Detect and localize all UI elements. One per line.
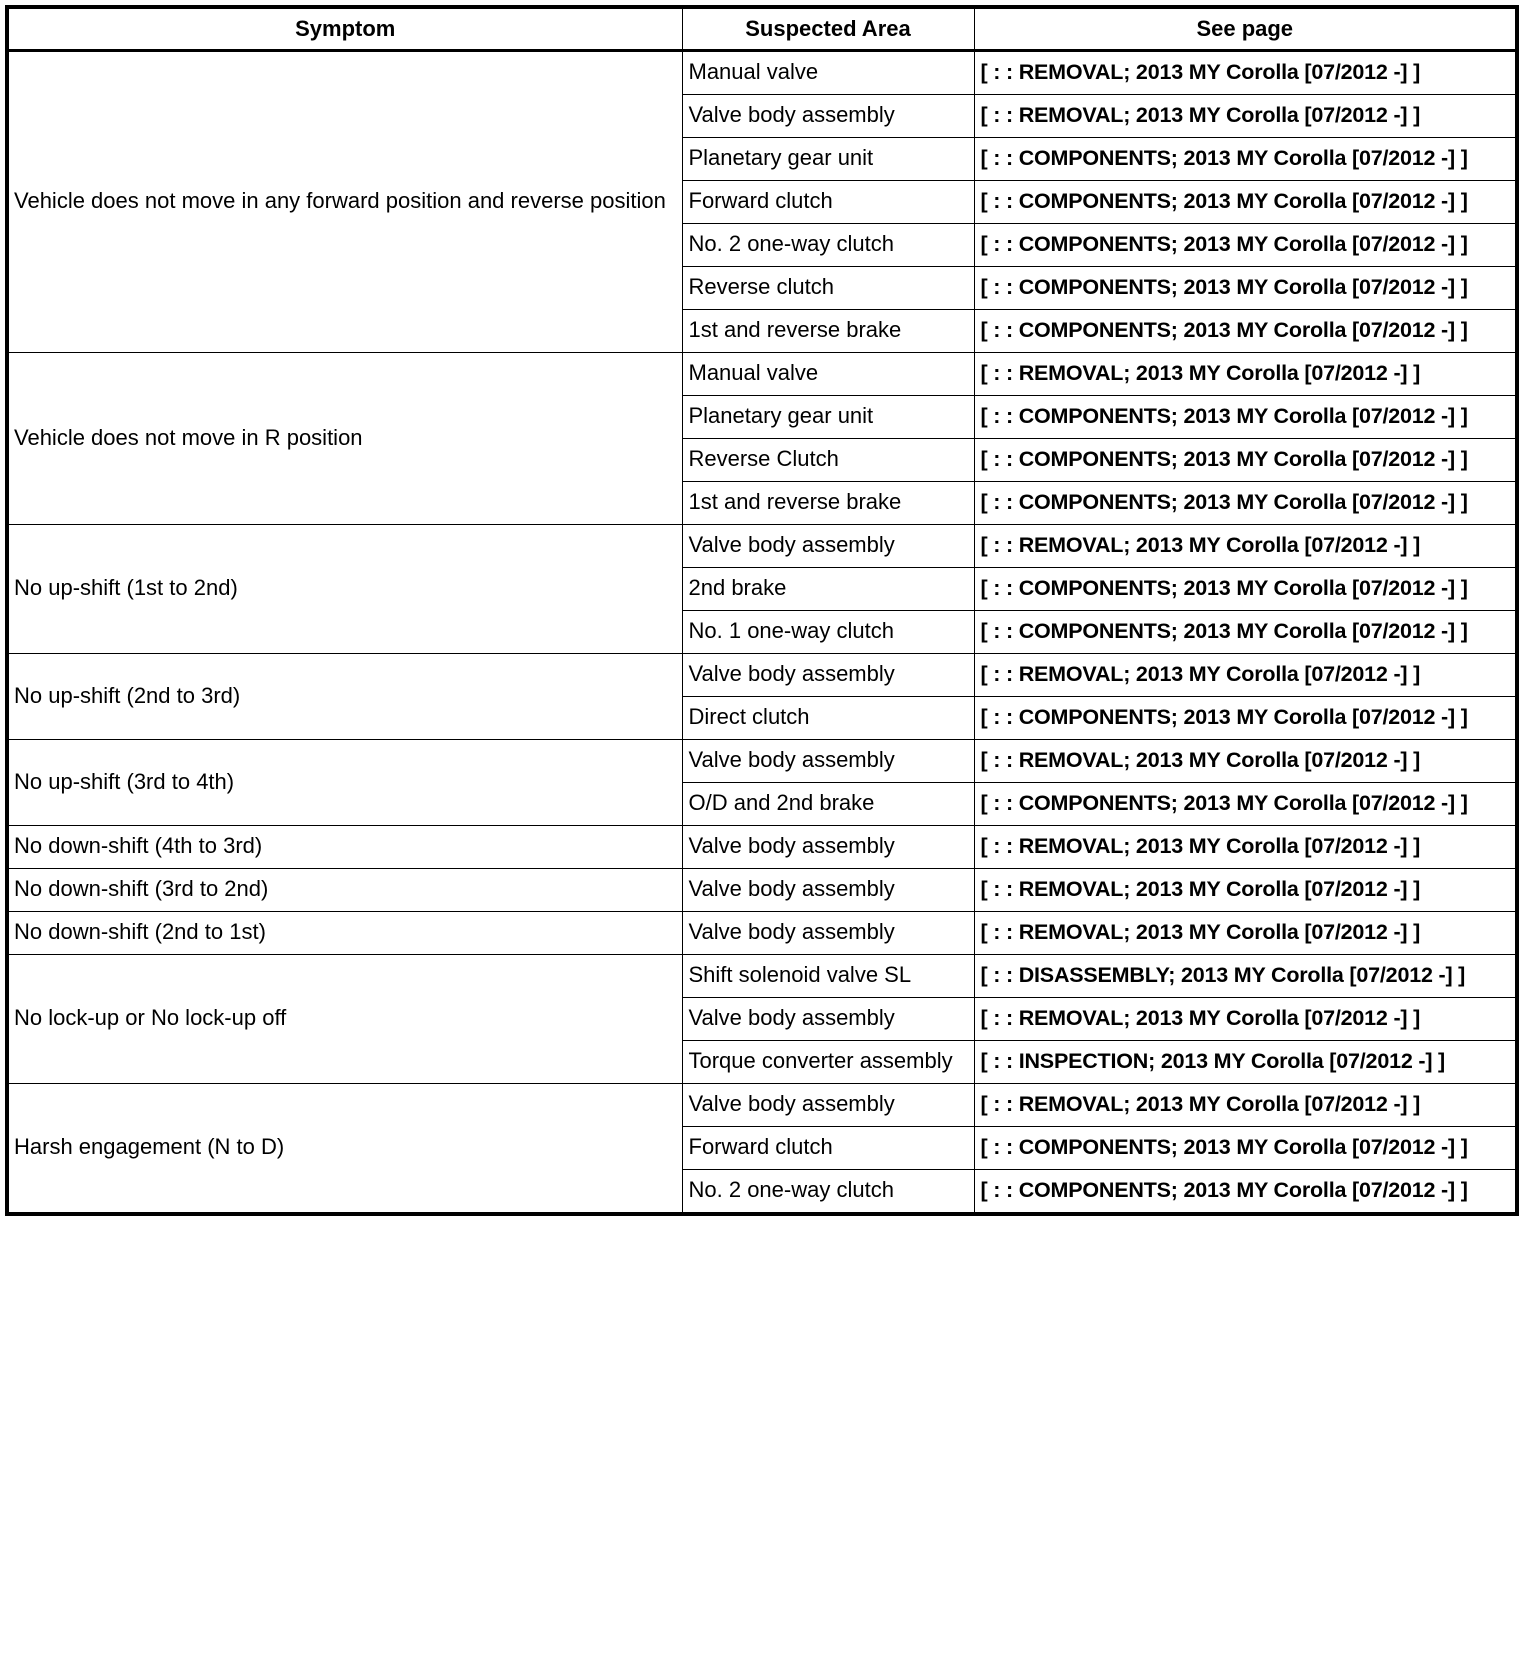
symptom-cell: No down-shift (3rd to 2nd)	[7, 869, 682, 912]
suspected-area-cell: Manual valve	[682, 353, 974, 396]
see-page-link[interactable]: [ : : COMPONENTS; 2013 MY Corolla [07/2012 -] ]	[974, 138, 1517, 181]
see-page-link[interactable]: [ : : REMOVAL; 2013 MY Corolla [07/2012 -] ]	[974, 740, 1517, 783]
suspected-area-cell: Valve body assembly	[682, 654, 974, 697]
see-page-link[interactable]: [ : : REMOVAL; 2013 MY Corolla [07/2012 -] ]	[974, 1084, 1517, 1127]
header-row	[7, 7, 1517, 51]
see-page-link[interactable]: [ : : REMOVAL; 2013 MY Corolla [07/2012 -] ]	[974, 525, 1517, 568]
suspected-area-cell: 2nd brake	[682, 568, 974, 611]
suspected-area-cell: Forward clutch	[682, 1127, 974, 1170]
suspected-area-cell: Shift solenoid valve SL	[682, 955, 974, 998]
table-row	[7, 51, 1517, 95]
symptom-cell: Vehicle does not move in any forward position and reverse position	[7, 51, 682, 353]
suspected-area-cell: Planetary gear unit	[682, 396, 974, 439]
see-page-link[interactable]: [ : : REMOVAL; 2013 MY Corolla [07/2012 -] ]	[974, 353, 1517, 396]
see-page-link[interactable]: [ : : COMPONENTS; 2013 MY Corolla [07/2012 -] ]	[974, 396, 1517, 439]
see-page-link[interactable]: [ : : REMOVAL; 2013 MY Corolla [07/2012 -] ]	[974, 869, 1517, 912]
table-row	[7, 654, 1517, 697]
symptom-cell: Harsh engagement (N to D)	[7, 1084, 682, 1215]
see-page-link[interactable]: [ : : COMPONENTS; 2013 MY Corolla [07/2012 -] ]	[974, 1170, 1517, 1215]
see-page-link[interactable]: [ : : REMOVAL; 2013 MY Corolla [07/2012 -] ]	[974, 912, 1517, 955]
suspected-area-cell: Valve body assembly	[682, 912, 974, 955]
table-row	[7, 353, 1517, 396]
see-page-link[interactable]: [ : : COMPONENTS; 2013 MY Corolla [07/2012 -] ]	[974, 697, 1517, 740]
suspected-area-cell: Reverse clutch	[682, 267, 974, 310]
table-row	[7, 955, 1517, 998]
see-page-link[interactable]: [ : : COMPONENTS; 2013 MY Corolla [07/2012 -] ]	[974, 783, 1517, 826]
symptom-cell: No lock-up or No lock-up off	[7, 955, 682, 1084]
symptom-cell: No up-shift (3rd to 4th)	[7, 740, 682, 826]
symptom-cell: No down-shift (4th to 3rd)	[7, 826, 682, 869]
suspected-area-cell: Direct clutch	[682, 697, 974, 740]
suspected-area-cell: No. 2 one-way clutch	[682, 1170, 974, 1215]
table-body	[7, 51, 1517, 1215]
see-page-link[interactable]: [ : : COMPONENTS; 2013 MY Corolla [07/2012 -] ]	[974, 181, 1517, 224]
symptom-cell: No up-shift (2nd to 3rd)	[7, 654, 682, 740]
suspected-area-cell: 1st and reverse brake	[682, 310, 974, 353]
see-page-link[interactable]: [ : : REMOVAL; 2013 MY Corolla [07/2012 -] ]	[974, 998, 1517, 1041]
suspected-area-cell: Valve body assembly	[682, 869, 974, 912]
suspected-area-cell: Reverse Clutch	[682, 439, 974, 482]
symptom-cell: No down-shift (2nd to 1st)	[7, 912, 682, 955]
header-see-page: See page	[974, 7, 1517, 51]
see-page-link[interactable]: [ : : COMPONENTS; 2013 MY Corolla [07/2012 -] ]	[974, 310, 1517, 353]
table-row	[7, 1084, 1517, 1127]
suspected-area-cell: No. 2 one-way clutch	[682, 224, 974, 267]
suspected-area-cell: Valve body assembly	[682, 740, 974, 783]
see-page-link[interactable]: [ : : REMOVAL; 2013 MY Corolla [07/2012 -] ]	[974, 654, 1517, 697]
see-page-link[interactable]: [ : : REMOVAL; 2013 MY Corolla [07/2012 -] ]	[974, 826, 1517, 869]
see-page-link[interactable]: [ : : COMPONENTS; 2013 MY Corolla [07/2012 -] ]	[974, 224, 1517, 267]
suspected-area-cell: 1st and reverse brake	[682, 482, 974, 525]
see-page-link[interactable]: [ : : DISASSEMBLY; 2013 MY Corolla [07/2012 -] ]	[974, 955, 1517, 998]
suspected-area-cell: No. 1 one-way clutch	[682, 611, 974, 654]
suspected-area-cell: Planetary gear unit	[682, 138, 974, 181]
suspected-area-cell: Valve body assembly	[682, 998, 974, 1041]
symptom-cell: Vehicle does not move in R position	[7, 353, 682, 525]
see-page-link[interactable]: [ : : REMOVAL; 2013 MY Corolla [07/2012 -] ]	[974, 95, 1517, 138]
see-page-link[interactable]: [ : : COMPONENTS; 2013 MY Corolla [07/2012 -] ]	[974, 482, 1517, 525]
suspected-area-cell: Valve body assembly	[682, 826, 974, 869]
see-page-link[interactable]: [ : : COMPONENTS; 2013 MY Corolla [07/2012 -] ]	[974, 611, 1517, 654]
see-page-link[interactable]: [ : : COMPONENTS; 2013 MY Corolla [07/2012 -] ]	[974, 267, 1517, 310]
table-row	[7, 525, 1517, 568]
see-page-link[interactable]: [ : : COMPONENTS; 2013 MY Corolla [07/2012 -] ]	[974, 439, 1517, 482]
suspected-area-cell: Valve body assembly	[682, 525, 974, 568]
suspected-area-cell: Torque converter assembly	[682, 1041, 974, 1084]
see-page-link[interactable]: [ : : INSPECTION; 2013 MY Corolla [07/2012 -] ]	[974, 1041, 1517, 1084]
header-suspected-area: Suspected Area	[682, 7, 974, 51]
suspected-area-cell: Forward clutch	[682, 181, 974, 224]
table-row	[7, 826, 1517, 869]
suspected-area-cell: O/D and 2nd brake	[682, 783, 974, 826]
see-page-link[interactable]: [ : : REMOVAL; 2013 MY Corolla [07/2012 -] ]	[974, 51, 1517, 95]
suspected-area-cell: Valve body assembly	[682, 95, 974, 138]
table-row	[7, 740, 1517, 783]
table-row	[7, 869, 1517, 912]
symptom-cell: No up-shift (1st to 2nd)	[7, 525, 682, 654]
see-page-link[interactable]: [ : : COMPONENTS; 2013 MY Corolla [07/2012 -] ]	[974, 1127, 1517, 1170]
header-symptom: Symptom	[7, 7, 682, 51]
suspected-area-cell: Valve body assembly	[682, 1084, 974, 1127]
table-row	[7, 912, 1517, 955]
see-page-link[interactable]: [ : : COMPONENTS; 2013 MY Corolla [07/2012 -] ]	[974, 568, 1517, 611]
symptom-table	[5, 5, 1519, 1216]
suspected-area-cell: Manual valve	[682, 51, 974, 95]
